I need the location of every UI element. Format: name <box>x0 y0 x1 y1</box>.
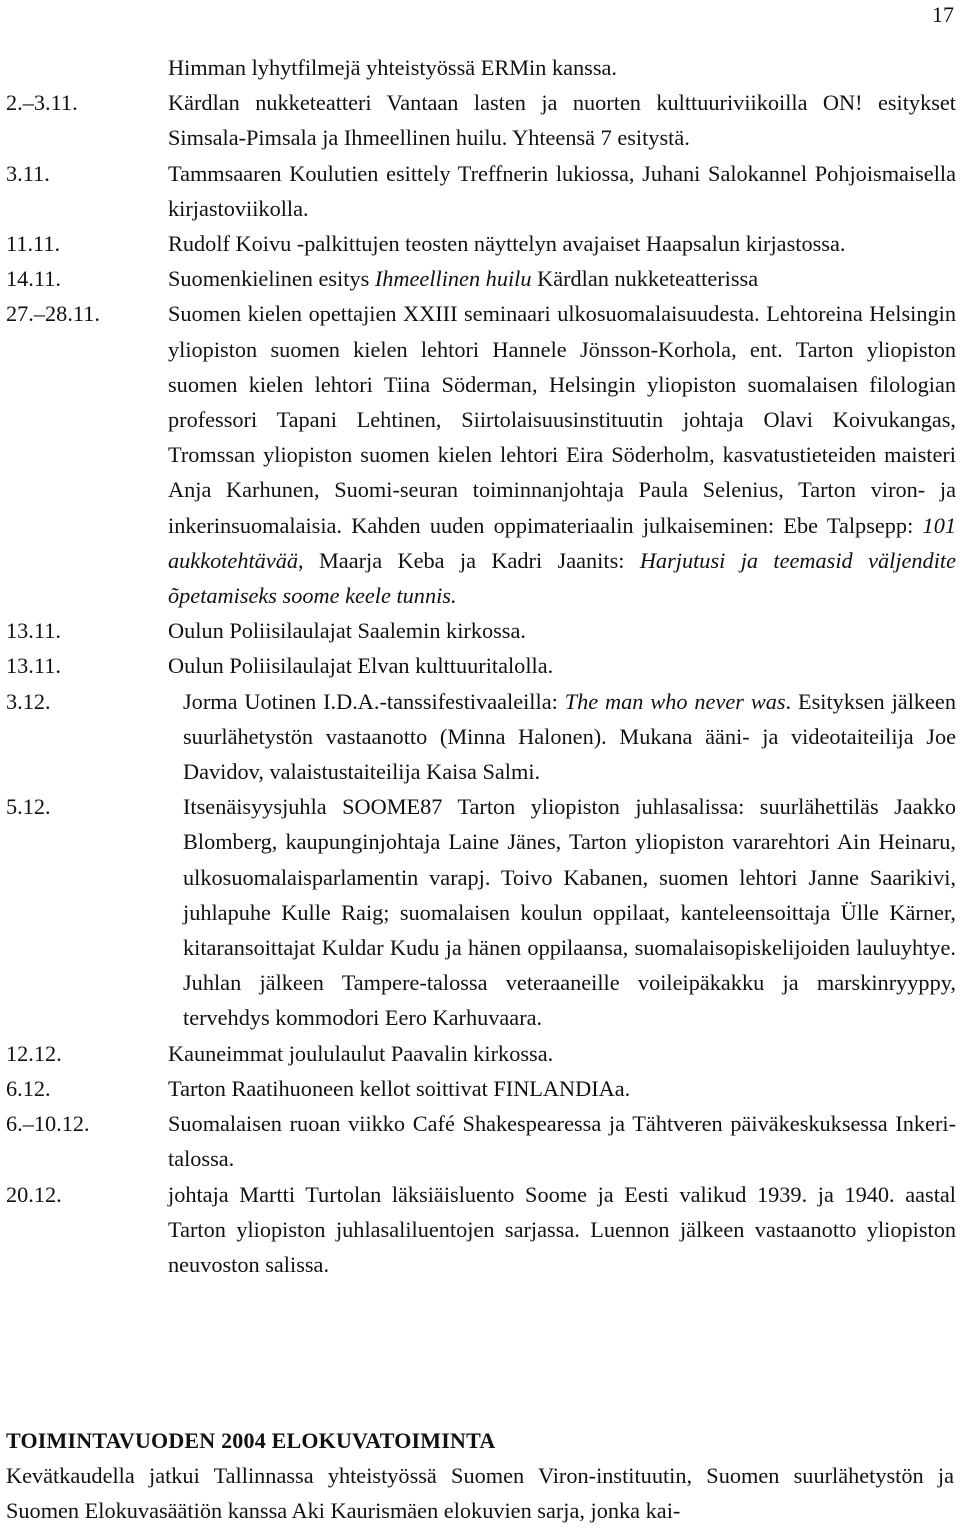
list-item <box>6 156 956 226</box>
page-number: 17 <box>932 2 954 27</box>
entry-date: 3.11. <box>6 160 50 186</box>
work-title: Ihmeellinen huilu <box>374 266 532 292</box>
entry-text: Tammsaaren Koulutien esittely Treffnerin lukiossa, Juhani Salokannel Pohjoismaisella kirjastoviikolla. <box>168 160 956 221</box>
entry-text: Rudolf Koivu -palkittujen teosten näyttelyn avajaiset Haapsalun kirjastossa. <box>168 231 846 257</box>
list-item <box>6 261 956 296</box>
list-item <box>6 789 956 1035</box>
list-item <box>6 50 956 85</box>
event-list <box>6 50 956 1282</box>
list-item <box>6 613 956 648</box>
entry-text <box>183 684 956 790</box>
entry-date: 6.12. <box>6 1075 51 1101</box>
entry-date: 27.–28.11. <box>6 301 100 327</box>
list-item <box>6 1071 956 1106</box>
entry-text-part: Jorma Uotinen I.D.A.-tanssifestivaaleilla: <box>183 688 565 714</box>
entry-text: Himman lyhytfilmejä yhteistyössä ERMin kanssa. <box>168 55 617 80</box>
entry-date: 13.11. <box>6 653 61 679</box>
entry-text: johtaja Martti Turtolan läksiäisluento Soome ja Eesti valikud 1939. ja 1940. aastal Tarton yliopiston juhlasaliluentojen sarjassa. Luennon jälkeen vastaanotto yliopiston neuvoston salissa. <box>168 1181 956 1277</box>
list-item <box>6 226 956 261</box>
list-item <box>6 1106 956 1176</box>
entry-text: Oulun Poliisilaulajat Elvan kulttuuritalolla. <box>168 653 554 679</box>
entry-date: 14.11. <box>6 266 61 292</box>
work-title: The man who never was <box>564 688 786 714</box>
work-title: Harjutusi ja teemasid väljendite õpetamiseks soome keele tunnis. <box>168 547 956 609</box>
list-item <box>6 1177 956 1283</box>
entry-text: Itsenäisyysjuhla SOOME87 Tarton yliopiston juhlasalissa: suurlähettiläs Jaakko Blomberg, kaupunginjohtaja Laine Jänes, Tarton yliopiston vararehtori Ain Heinaru, ulkosuomalaisparlamentin varapj. Toivo Kabanen, suomen lehtori Janne Saarikivi, juhlapuhe Kulle Raig; suomalaisen koulun oppilaat, kanteleensoittaja Ülle Kärner, kitaransoittajat Kuldar Kudu ja hänen oppilaansa, suomalaisopiskelijoiden lauluyhtye. Juhlan jälkeen Tampere-talossa veteraaneille voileipäkakku ja marskinryyppy, tervehdys kommodori Eero Karhuvaara. <box>183 794 956 1031</box>
entry-date: 13.11. <box>6 618 61 644</box>
entry-text: Tarton Raatihuoneen kellot soittivat FINLANDIAa. <box>168 1075 631 1101</box>
entry-date: 6.–10.12. <box>6 1111 90 1137</box>
entry-text-part: Suomenkielinen esitys <box>168 266 375 292</box>
entry-text: Oulun Poliisilaulajat Saalemin kirkossa. <box>168 618 526 644</box>
list-item <box>6 648 956 683</box>
entry-text <box>168 296 956 613</box>
entry-date: 20.12. <box>6 1181 62 1207</box>
entry-text-part: Suomen kielen opettajien XXIII seminaari ulkosuomalaisuudesta. Lehtoreina Helsingin yliopiston suomen kielen lehtori Hannele Jönsson-Korhola, ent. Tarton yliopiston suomen kielen lehtori Tiina Söderman, Helsingin yliopiston suomalaisen filologian professori Tapani Lehtinen, Siirtolaisuusinstituutin johtaja Olavi Koivukangas, Tromssan yliopiston suomen kielen lehtori Eira Söderholm, kasvatustieteiden maisteri Anja Karhunen, Suomi-seuran toiminnanjohtaja Paula Selenius, Tarton viron- ja inkerinsuomalaisia. Kahden uuden oppimateriaalin julkaiseminen: Ebe Talpsepp: <box>168 301 956 538</box>
list-item <box>6 1036 956 1071</box>
entry-date: 12.12. <box>6 1040 62 1066</box>
section-heading: TOIMINTAVUODEN 2004 ELOKUVATOIMINTA <box>6 1428 496 1453</box>
entry-text-part: , Maarja Keba ja Kadri Jaanits: <box>298 547 640 573</box>
entry-text-part: . Esityksen jälkeen suurlähetystön vastaanotto (Minna Halonen). Mukana ääni- ja videotaiteilija Joe Davidov, valaistustaiteilija Kaisa Salmi. <box>183 688 956 785</box>
entry-date: 5.12. <box>6 794 51 820</box>
list-item <box>6 85 956 155</box>
section-paragraph: Kevätkaudella jatkui Tallinnassa yhteistyössä Suomen Viron-instituutin, Suomen suurlähetystön ja Suomen Elokuvasäätiön kanssa Aki Kaurismäen elokuvien sarja, jonka kai- <box>6 1463 954 1523</box>
entry-date: 11.11. <box>6 231 61 257</box>
entry-text: Kärdlan nukketeatteri Vantaan lasten ja nuorten kulttuuriviikoilla ON! esitykset Simsala-Pimsala ja Ihmeellinen huilu. Yhteensä 7 esitystä. <box>168 90 956 151</box>
entry-text: Suomalaisen ruoan viikko Café Shakespearessa ja Tähtveren päiväkeskuksessa Inkeri-talossa. <box>168 1111 956 1172</box>
film-section <box>6 1424 954 1528</box>
entry-text-part: Kärdlan nukketeatterissa <box>531 266 759 292</box>
entry-date: 2.–3.11. <box>6 90 78 116</box>
list-item <box>6 684 956 790</box>
entry-date: 3.12. <box>6 688 51 714</box>
work-title: 101 aukkotehtävää <box>168 512 956 573</box>
entry-date <box>6 50 168 85</box>
list-item <box>6 296 956 613</box>
entry-text <box>168 261 956 296</box>
entry-text: Kauneimmat joululaulut Paavalin kirkossa. <box>168 1040 554 1066</box>
